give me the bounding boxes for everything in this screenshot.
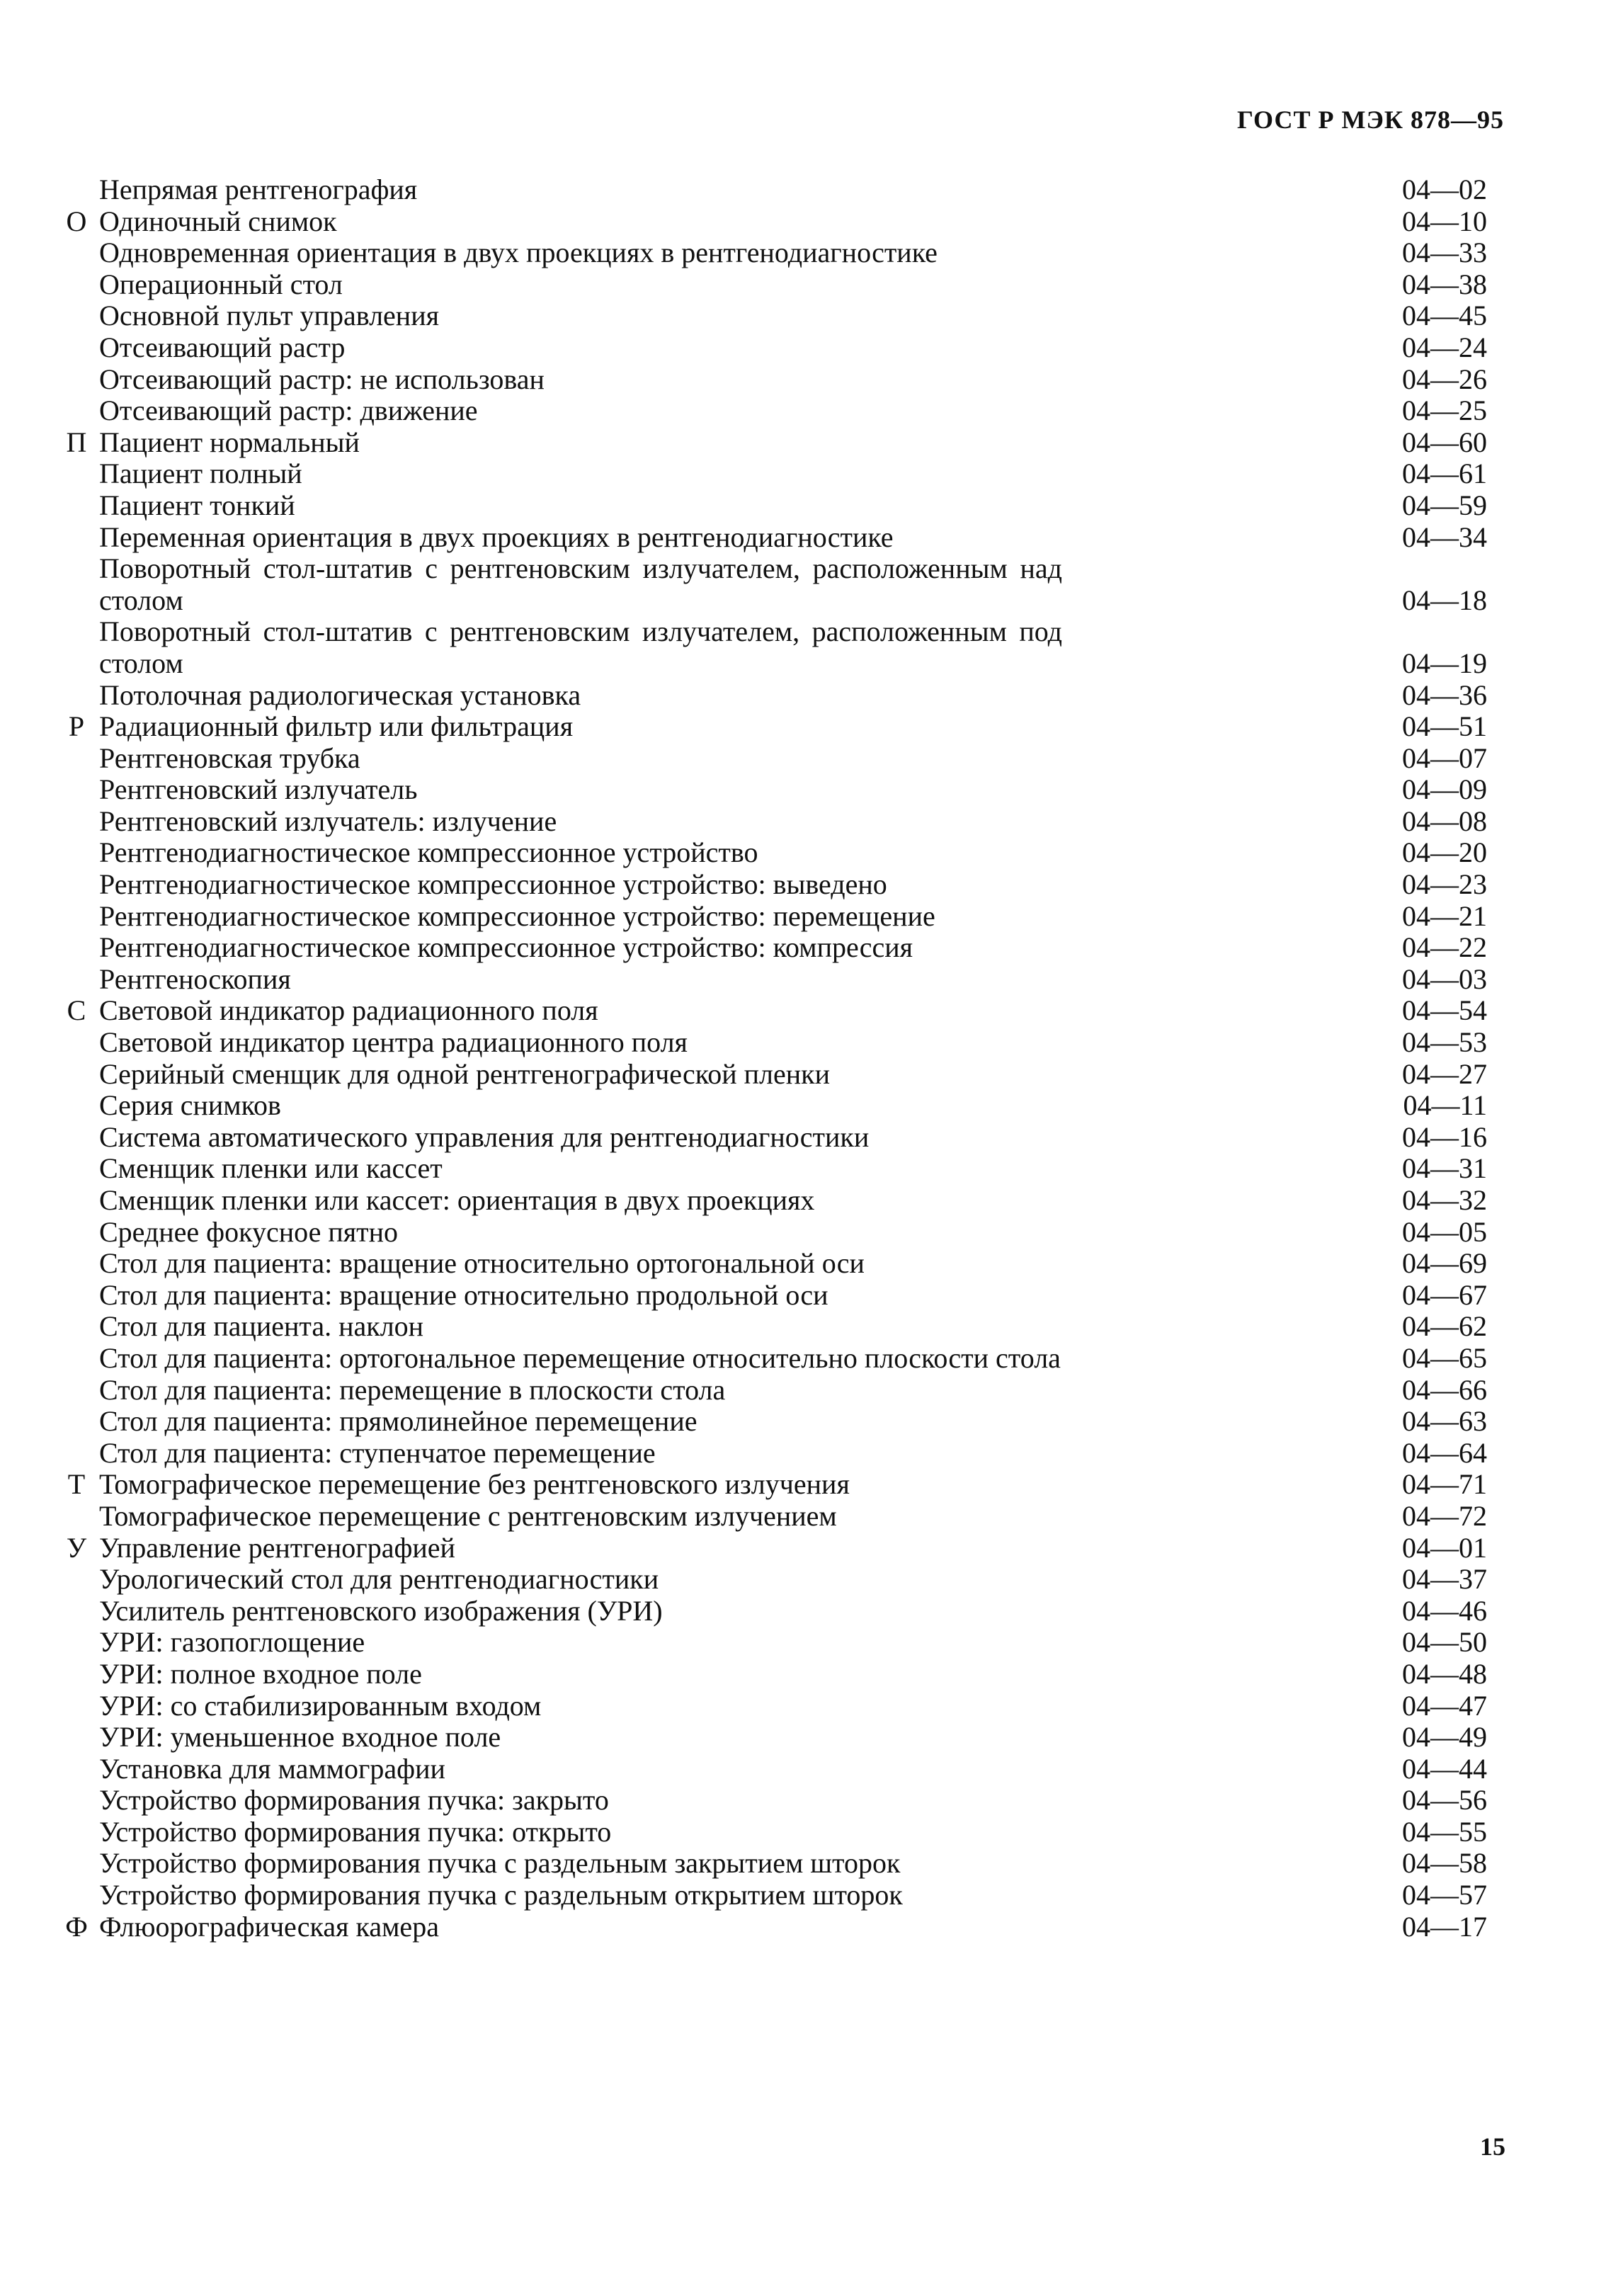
index-term: Основной пульт управления <box>99 300 439 332</box>
index-term: Устройство формирования пучка с раздельным открытием шторок <box>99 1879 903 1911</box>
section-letter <box>54 1596 99 1627</box>
index-term: Рентгенодиагностическое компрессионное устройство: перемещение <box>99 899 935 932</box>
index-entry <box>54 774 1491 806</box>
page-header: ГОСТ Р МЭК 878—95 <box>1237 106 1504 134</box>
index-term: Отсеивающий растр: движение <box>99 394 478 427</box>
section-letter <box>54 616 99 679</box>
term-code: 04—27 <box>1402 1057 1487 1090</box>
index-entry <box>54 1153 1491 1185</box>
index-entry <box>54 174 1491 206</box>
index-term: Стол для пациента: прямолинейное перемещение <box>99 1405 697 1438</box>
index-term: Переменная ориентация в двух проекциях в рентгенодиагностике <box>99 521 894 553</box>
section-letter <box>54 680 99 712</box>
section-letter: Ф <box>65 1910 88 1943</box>
term-code: 04—34 <box>1402 521 1487 553</box>
term-code: 04—63 <box>1402 1405 1487 1438</box>
term-code: 04—33 <box>1402 237 1487 269</box>
index-entry <box>54 1248 1491 1280</box>
term-code: 04—69 <box>1402 1247 1487 1280</box>
term-code: 04—64 <box>1402 1436 1487 1469</box>
index-entry <box>54 711 1491 743</box>
section-letter <box>54 553 99 616</box>
index-entry <box>54 1217 1491 1249</box>
section-letter <box>54 458 99 490</box>
index-entry <box>54 1754 1491 1785</box>
index-entry <box>54 1564 1491 1596</box>
section-letter <box>54 490 99 522</box>
term-code: 04—65 <box>1402 1341 1487 1374</box>
index-term: Стол для пациента: вращение относительно ортогональной оси <box>99 1247 865 1280</box>
term-code: 04—07 <box>1402 741 1487 774</box>
index-entry <box>54 1596 1491 1627</box>
index-entry <box>54 1501 1491 1533</box>
index-entry <box>54 206 1491 238</box>
index-term: Пациент тонкий <box>99 489 295 521</box>
index-term: Рентгенодиагностическое компрессионное устройство <box>99 836 758 869</box>
section-letter <box>54 1722 99 1754</box>
term-code: 04—46 <box>1402 1594 1487 1627</box>
section-letter <box>54 1627 99 1659</box>
index-entry <box>54 1438 1491 1470</box>
term-code: 04—22 <box>1402 931 1487 964</box>
index-entry <box>54 806 1491 838</box>
index-term: УРИ: со стабилизированным входом <box>99 1689 542 1722</box>
term-code: 04—55 <box>1402 1815 1487 1848</box>
index-entry <box>54 1627 1491 1659</box>
index-entry <box>54 1185 1491 1217</box>
index-term: Урологический стол для рентгенодиагностики <box>99 1563 659 1596</box>
index-term: Томографическое перемещение с рентгеновским излучением <box>99 1499 837 1532</box>
index-entry <box>54 300 1491 332</box>
term-code: 04—51 <box>1402 710 1487 743</box>
index-entry <box>54 743 1491 775</box>
section-letter <box>54 1564 99 1596</box>
index-term: Устройство формирования пучка: закрыто <box>99 1784 609 1817</box>
term-code: 04—16 <box>1402 1120 1487 1153</box>
index-entry <box>54 1848 1491 1880</box>
section-letter <box>54 1311 99 1343</box>
index-term: УРИ: уменьшенное входное поле <box>99 1721 501 1754</box>
index-term: Среднее фокусное пятно <box>99 1215 399 1248</box>
term-code: 04—48 <box>1402 1657 1487 1690</box>
index-term: Устройство формирования пучка: открыто <box>99 1815 612 1848</box>
section-letter <box>54 1090 99 1122</box>
index-entry <box>54 1406 1491 1438</box>
index-entry <box>54 1122 1491 1154</box>
section-letter <box>54 395 99 427</box>
index-entry <box>54 964 1491 996</box>
term-code: 04—58 <box>1402 1847 1487 1880</box>
index-entry <box>54 932 1491 964</box>
section-letter <box>54 1280 99 1312</box>
section-letter <box>54 1880 99 1911</box>
term-code: 04—45 <box>1402 300 1487 332</box>
term-code: 04—25 <box>1402 394 1487 427</box>
term-code: 04—09 <box>1402 773 1487 806</box>
index-entry <box>54 1817 1491 1848</box>
term-code: 04—61 <box>1402 458 1487 490</box>
section-letter <box>54 174 99 206</box>
section-letter <box>54 869 99 901</box>
term-code: 04—62 <box>1402 1310 1487 1343</box>
section-letter <box>54 964 99 996</box>
index-entry <box>54 237 1491 269</box>
index-entry <box>54 1533 1491 1564</box>
section-letter <box>54 837 99 869</box>
section-letter <box>54 1248 99 1280</box>
section-letter <box>54 1027 99 1059</box>
term-code: 04—49 <box>1402 1721 1487 1754</box>
section-letter: Т <box>67 1468 86 1501</box>
index-entry <box>54 1469 1491 1501</box>
section-letter <box>54 806 99 838</box>
term-code: 04—67 <box>1402 1278 1487 1311</box>
index-term: Поворотный стол-штатив с рентгеновским излучателем, расположенным под столом <box>99 615 1062 679</box>
index-term: Стол для пациента: ортогональное перемещение относительно плоскости стола <box>99 1341 1061 1374</box>
index-entry <box>54 995 1491 1027</box>
index-term: УРИ: полное входное поле <box>99 1657 422 1690</box>
index-term: Серийный сменщик для одной рентгенографической пленки <box>99 1057 830 1090</box>
index-term: Одновременная ориентация в двух проекциях в рентгенодиагностике <box>99 237 938 269</box>
term-code: 04—66 <box>1402 1373 1487 1406</box>
index-term: Рентгеновский излучатель <box>99 773 418 806</box>
term-code: 04—60 <box>1402 426 1487 458</box>
section-letter <box>54 1343 99 1375</box>
index-term: Одиночный снимок <box>99 205 337 237</box>
index-term: Томографическое перемещение без рентгеновского излучения <box>99 1468 850 1501</box>
index-term: Отсеивающий растр <box>99 331 346 363</box>
section-letter <box>54 901 99 933</box>
section-letter <box>54 1817 99 1848</box>
index-term: Отсеивающий растр: не использован <box>99 363 545 395</box>
index-entry <box>54 837 1491 869</box>
section-letter: С <box>67 994 86 1027</box>
index-entry <box>54 269 1491 301</box>
term-code: 04—38 <box>1402 268 1487 300</box>
index-term: Флюорографическая камера <box>99 1910 439 1943</box>
index-entry <box>54 553 1491 616</box>
index-term: Рентгенодиагностическое компрессионное устройство: выведено <box>99 868 887 901</box>
index-entry <box>54 427 1491 459</box>
index-term: Сменщик пленки или кассет <box>99 1152 443 1185</box>
term-code: 04—23 <box>1402 868 1487 901</box>
index-term: Пациент нормальный <box>99 426 360 458</box>
section-letter <box>54 932 99 964</box>
term-code: 04—32 <box>1402 1184 1487 1216</box>
term-code: 04—20 <box>1402 836 1487 869</box>
term-code: 04—21 <box>1402 899 1487 932</box>
section-letter <box>54 774 99 806</box>
index-term: Пациент полный <box>99 458 302 490</box>
index-term: Стол для пациента. наклон <box>99 1310 424 1343</box>
page-number: 15 <box>1480 2132 1505 2161</box>
term-code: 04—56 <box>1402 1784 1487 1817</box>
index-term: Поворотный стол-штатив с рентгеновским излучателем, расположенным над столом <box>99 552 1062 616</box>
term-code: 04—36 <box>1402 678 1487 711</box>
section-letter <box>54 1122 99 1154</box>
section-letter <box>54 1185 99 1217</box>
index-entry <box>54 1059 1491 1091</box>
section-letter <box>54 1690 99 1722</box>
term-code: 04—18 <box>1402 584 1487 616</box>
index-term: Световой индикатор центра радиационного поля <box>99 1026 688 1059</box>
index-term: Система автоматического управления для рентгенодиагностики <box>99 1120 870 1153</box>
index-term: Радиационный фильтр или фильтрация <box>99 710 574 743</box>
section-letter <box>54 237 99 269</box>
index-entry <box>54 1690 1491 1722</box>
index-entry <box>54 1911 1491 1943</box>
term-code: 04—59 <box>1402 489 1487 521</box>
index-term: Рентгеновский излучатель: излучение <box>99 805 557 837</box>
index-entry <box>54 901 1491 933</box>
index-term: Стол для пациента: ступенчатое перемещение <box>99 1436 656 1469</box>
term-code: 04—54 <box>1402 994 1487 1027</box>
term-code: 04—44 <box>1402 1752 1487 1785</box>
section-letter <box>54 1659 99 1690</box>
section-letter <box>54 1848 99 1880</box>
index-term: Установка для маммографии <box>99 1752 445 1785</box>
section-letter <box>54 1501 99 1533</box>
section-letter <box>54 1217 99 1249</box>
term-code: 04—26 <box>1402 363 1487 395</box>
term-code: 04—50 <box>1402 1626 1487 1659</box>
index-term: Серия снимков <box>99 1089 281 1122</box>
index-entry <box>54 332 1491 364</box>
term-code: 04—53 <box>1402 1026 1487 1059</box>
index-entry <box>54 1027 1491 1059</box>
section-letter <box>54 1438 99 1470</box>
index-entry <box>54 1785 1491 1817</box>
term-code: 04—47 <box>1402 1689 1487 1722</box>
term-code: 04—31 <box>1402 1152 1487 1185</box>
term-code: 04—72 <box>1402 1499 1487 1532</box>
section-letter <box>54 1406 99 1438</box>
term-code: 04—01 <box>1402 1531 1487 1564</box>
term-code: 04—08 <box>1402 805 1487 837</box>
index-list <box>54 174 1491 1943</box>
index-entry <box>54 364 1491 396</box>
index-term: Стол для пациента: перемещение в плоскости стола <box>99 1373 726 1406</box>
section-letter <box>54 332 99 364</box>
index-entry <box>54 680 1491 712</box>
index-term: Усилитель рентгеновского изображения (УРИ) <box>99 1594 663 1627</box>
index-entry <box>54 490 1491 522</box>
index-term: Сменщик пленки или кассет: ориентация в двух проекциях <box>99 1184 815 1216</box>
index-entry <box>54 1722 1491 1754</box>
index-entry <box>54 1090 1491 1122</box>
index-entry <box>54 1659 1491 1690</box>
term-code: 04—57 <box>1402 1879 1487 1911</box>
term-code: 04—19 <box>1402 647 1487 679</box>
section-letter: О <box>66 205 87 237</box>
index-entry <box>54 395 1491 427</box>
index-entry <box>54 1880 1491 1911</box>
index-term: Рентгеновская трубка <box>99 741 360 774</box>
section-letter <box>54 300 99 332</box>
section-letter <box>54 1153 99 1185</box>
index-term: Стол для пациента: вращение относительно продольной оси <box>99 1278 828 1311</box>
index-term: Рентгенодиагностическое компрессионное устройство: компрессия <box>99 931 913 964</box>
index-term: УРИ: газопоглощение <box>99 1626 365 1659</box>
index-term: Световой индикатор радиационного поля <box>99 994 598 1027</box>
term-code: 04—11 <box>1403 1089 1487 1122</box>
section-letter <box>54 364 99 396</box>
term-code: 04—03 <box>1402 962 1487 995</box>
index-entry <box>54 1375 1491 1406</box>
index-entry <box>54 1311 1491 1343</box>
index-entry <box>54 458 1491 490</box>
section-letter <box>54 1059 99 1091</box>
term-code: 04—17 <box>1402 1910 1487 1943</box>
index-term: Устройство формирования пучка с раздельным закрытием шторок <box>99 1847 901 1880</box>
index-entry <box>54 616 1491 679</box>
index-term: Рентгеноскопия <box>99 962 291 995</box>
section-letter <box>54 1785 99 1817</box>
index-entry <box>54 1280 1491 1312</box>
index-entry <box>54 869 1491 901</box>
section-letter: У <box>66 1531 87 1564</box>
index-term: Операционный стол <box>99 268 343 300</box>
section-letter <box>54 1375 99 1406</box>
term-code: 04—05 <box>1402 1215 1487 1248</box>
index-term: Потолочная радиологическая установка <box>99 678 581 711</box>
term-code: 04—10 <box>1402 205 1487 237</box>
section-letter: П <box>66 426 87 458</box>
section-letter: Р <box>68 710 85 743</box>
index-entry <box>54 522 1491 554</box>
index-entry <box>54 1343 1491 1375</box>
section-letter <box>54 522 99 554</box>
term-code: 04—02 <box>1402 174 1487 205</box>
index-term: Непрямая рентгенография <box>99 174 418 205</box>
term-code: 04—71 <box>1402 1468 1487 1501</box>
index-term: Управление рентгенографией <box>99 1531 455 1564</box>
section-letter <box>54 743 99 775</box>
term-code: 04—24 <box>1402 331 1487 363</box>
section-letter <box>54 269 99 301</box>
section-letter <box>54 1754 99 1785</box>
term-code: 04—37 <box>1402 1563 1487 1596</box>
